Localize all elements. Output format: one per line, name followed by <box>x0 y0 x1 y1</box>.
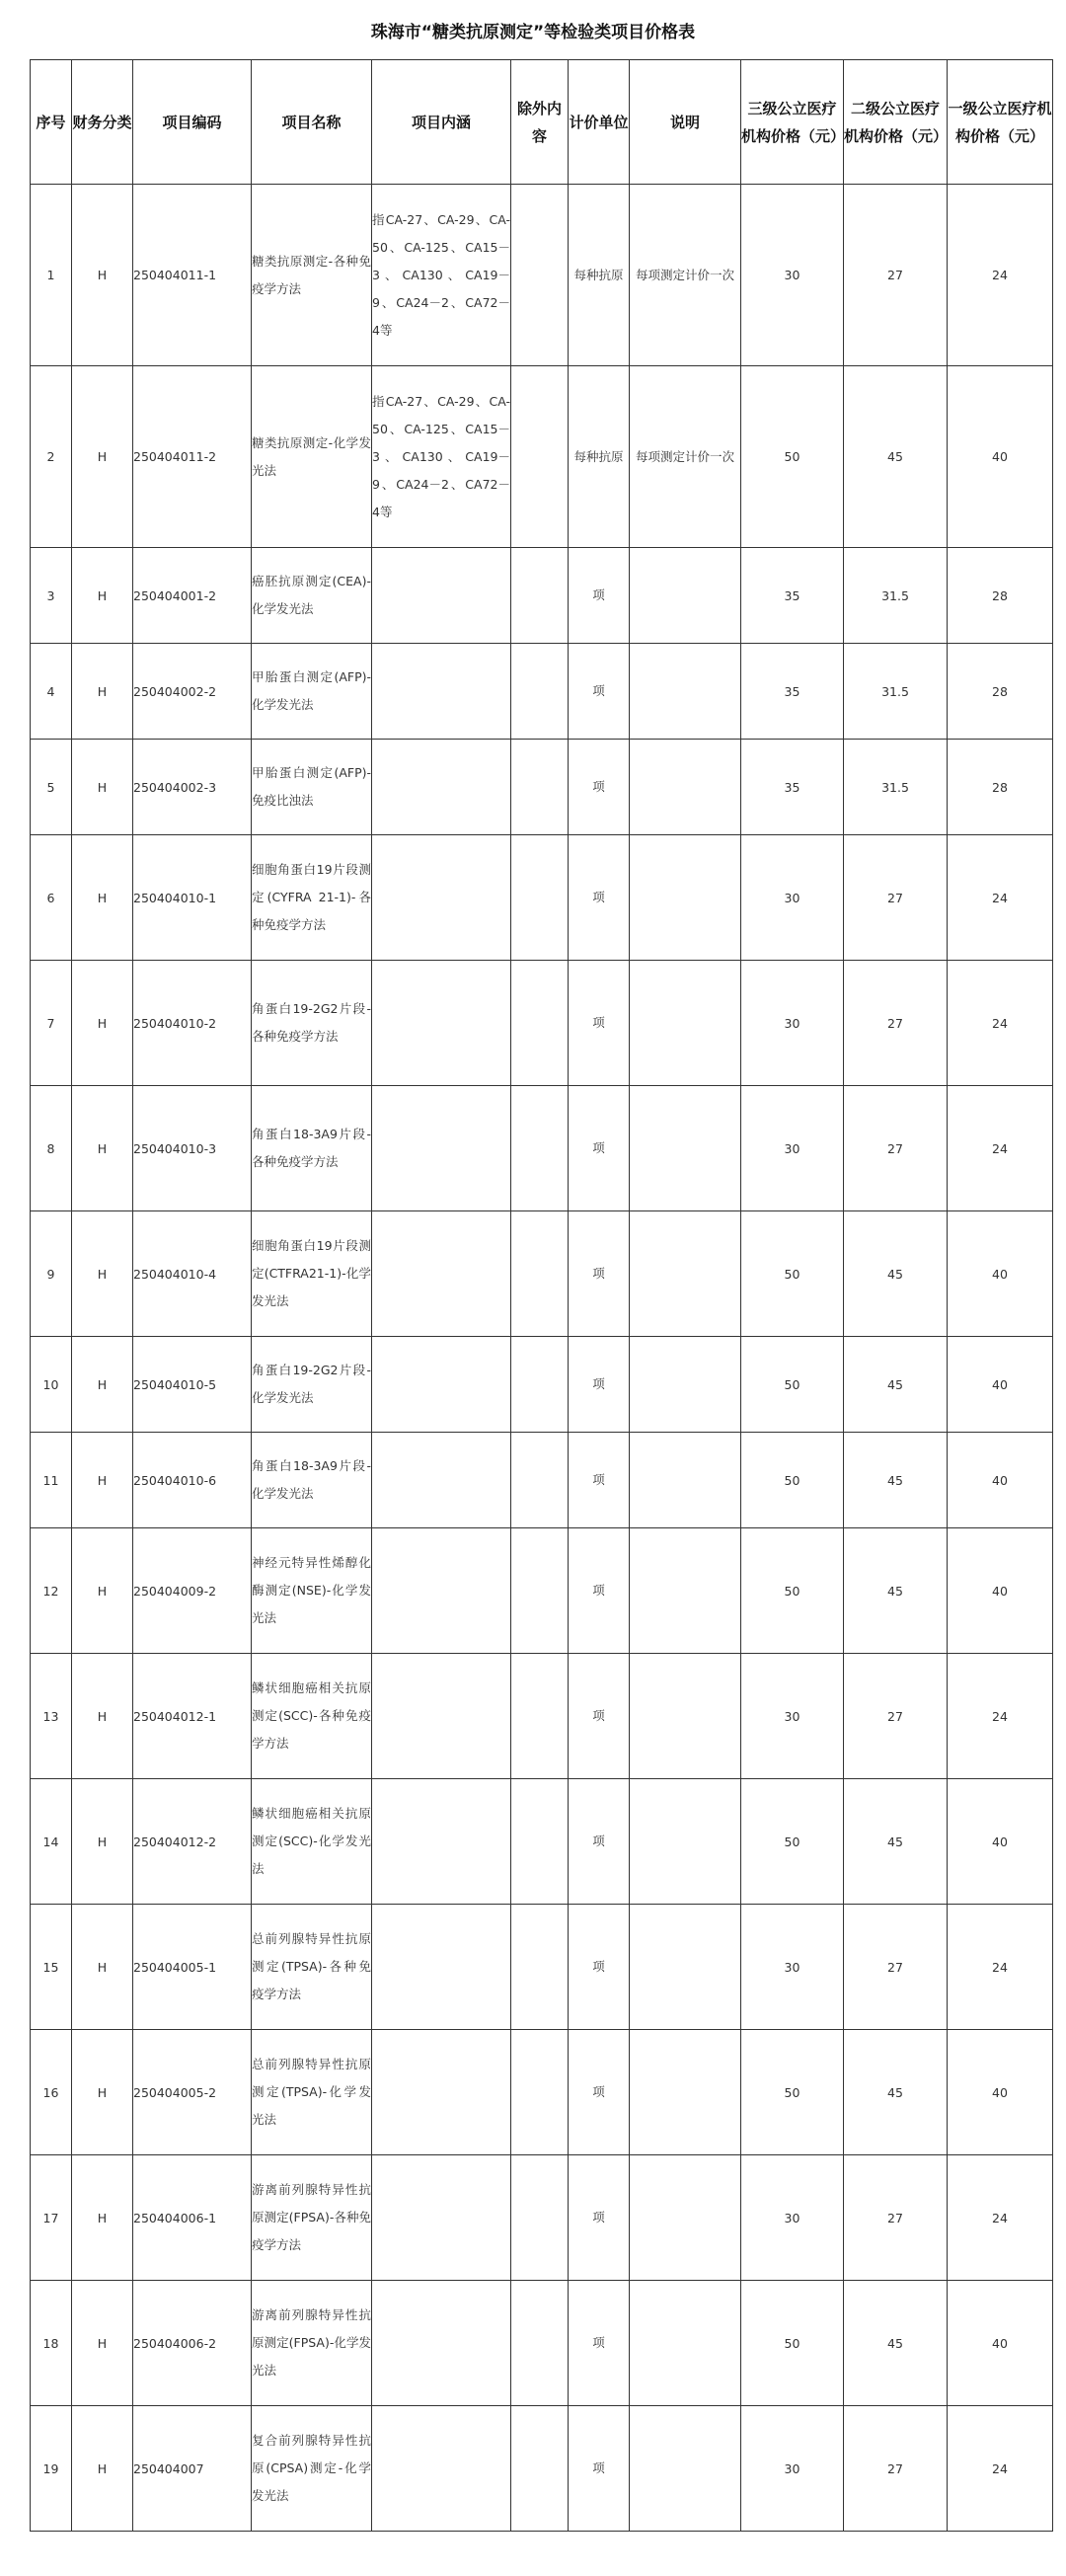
cell-note <box>630 1779 741 1905</box>
cell-content <box>372 1779 511 1905</box>
cell-price-level2: 45 <box>844 1211 948 1337</box>
cell-price-level1: 40 <box>948 2281 1053 2406</box>
cell-no: 1 <box>31 185 72 366</box>
cell-code: 250404006-1 <box>133 2155 252 2281</box>
cell-exclusion <box>511 2155 569 2281</box>
cell-content <box>372 548 511 644</box>
table-row <box>31 1905 1053 2030</box>
cell-unit: 项 <box>569 1211 630 1337</box>
cell-exclusion <box>511 1086 569 1211</box>
cell-code: 250404005-2 <box>133 2030 252 2155</box>
cell-name: 神经元特异性烯醇化酶测定(NSE)-化学发光法 <box>252 1528 372 1654</box>
cell-no: 13 <box>31 1654 72 1779</box>
cell-content <box>372 644 511 740</box>
cell-no: 6 <box>31 835 72 961</box>
cell-name: 游离前列腺特异性抗原测定(FPSA)-化学发光法 <box>252 2281 372 2406</box>
cell-price-level3: 30 <box>741 835 844 961</box>
table-row <box>31 2281 1053 2406</box>
cell-name: 角蛋白18-3A9片段-化学发光法 <box>252 1433 372 1528</box>
cell-code: 250404010-4 <box>133 1211 252 1337</box>
cell-unit: 项 <box>569 1433 630 1528</box>
cell-category: H <box>72 835 133 961</box>
cell-name: 复合前列腺特异性抗原(CPSA)测定-化学发光法 <box>252 2406 372 2532</box>
cell-price-level3: 30 <box>741 961 844 1086</box>
cell-code: 250404010-5 <box>133 1337 252 1433</box>
cell-name: 细胞角蛋白19片段测定(CYFRA 21-1)-各种免疫学方法 <box>252 835 372 961</box>
table-row <box>31 1337 1053 1433</box>
cell-content <box>372 1337 511 1433</box>
cell-unit: 每种抗原 <box>569 185 630 366</box>
cell-note <box>630 1433 741 1528</box>
cell-code: 250404002-2 <box>133 644 252 740</box>
cell-content <box>372 1528 511 1654</box>
cell-price-level3: 35 <box>741 740 844 835</box>
col-header-price-level1: 一级公立医疗机构价格（元） <box>948 60 1053 185</box>
cell-exclusion <box>511 961 569 1086</box>
cell-price-level2: 45 <box>844 2281 948 2406</box>
cell-exclusion <box>511 644 569 740</box>
cell-content <box>372 2406 511 2532</box>
table-row <box>31 2406 1053 2532</box>
cell-unit: 项 <box>569 740 630 835</box>
cell-code: 250404002-3 <box>133 740 252 835</box>
cell-unit: 项 <box>569 1086 630 1211</box>
cell-price-level3: 35 <box>741 644 844 740</box>
table-row <box>31 1211 1053 1337</box>
cell-note <box>630 2281 741 2406</box>
cell-price-level2: 45 <box>844 1433 948 1528</box>
table-row <box>31 961 1053 1086</box>
cell-price-level3: 50 <box>741 2030 844 2155</box>
cell-unit: 项 <box>569 2030 630 2155</box>
cell-category: H <box>72 740 133 835</box>
cell-content <box>372 835 511 961</box>
cell-content <box>372 2281 511 2406</box>
cell-price-level1: 40 <box>948 1337 1053 1433</box>
cell-no: 8 <box>31 1086 72 1211</box>
cell-exclusion <box>511 548 569 644</box>
cell-category: H <box>72 1337 133 1433</box>
cell-code: 250404010-2 <box>133 961 252 1086</box>
col-header-note: 说明 <box>630 60 741 185</box>
page-title: 珠海市“糖类抗原测定”等检验类项目价格表 <box>370 23 696 42</box>
cell-price-level1: 24 <box>948 1905 1053 2030</box>
col-header-exclusion: 除外内容 <box>511 60 569 185</box>
cell-no: 15 <box>31 1905 72 2030</box>
cell-category: H <box>72 961 133 1086</box>
cell-price-level1: 24 <box>948 961 1053 1086</box>
cell-content: 指CA-27、CA-29、CA-50、CA-125、CA15－3、CA130、CA19－9、CA24－2、CA72－4等 <box>372 366 511 548</box>
header-row <box>31 60 1053 185</box>
cell-unit: 项 <box>569 2155 630 2281</box>
cell-unit: 项 <box>569 2406 630 2532</box>
cell-exclusion <box>511 2281 569 2406</box>
col-header-price-level2: 二级公立医疗机构价格（元） <box>844 60 948 185</box>
cell-price-level1: 24 <box>948 2155 1053 2281</box>
cell-content <box>372 1433 511 1528</box>
cell-no: 2 <box>31 366 72 548</box>
table-row <box>31 1086 1053 1211</box>
table-row <box>31 1779 1053 1905</box>
cell-content <box>372 1654 511 1779</box>
cell-unit: 项 <box>569 1779 630 1905</box>
col-header-content: 项目内涵 <box>372 60 511 185</box>
cell-category: H <box>72 1654 133 1779</box>
cell-price-level2: 45 <box>844 1528 948 1654</box>
cell-price-level3: 50 <box>741 366 844 548</box>
cell-price-level1: 40 <box>948 1779 1053 1905</box>
cell-code: 250404010-3 <box>133 1086 252 1211</box>
cell-category: H <box>72 1905 133 2030</box>
cell-price-level2: 27 <box>844 2155 948 2281</box>
cell-price-level1: 40 <box>948 1211 1053 1337</box>
cell-price-level3: 30 <box>741 1905 844 2030</box>
cell-category: H <box>72 1779 133 1905</box>
cell-price-level2: 27 <box>844 1086 948 1211</box>
cell-unit: 项 <box>569 548 630 644</box>
cell-name: 糖类抗原测定-各种免疫学方法 <box>252 185 372 366</box>
cell-content <box>372 2155 511 2281</box>
cell-exclusion <box>511 1433 569 1528</box>
cell-unit: 项 <box>569 1654 630 1779</box>
cell-price-level2: 27 <box>844 185 948 366</box>
cell-exclusion <box>511 740 569 835</box>
cell-name: 鳞状细胞癌相关抗原测定(SCC)-化学发光法 <box>252 1779 372 1905</box>
cell-note <box>630 961 741 1086</box>
cell-price-level2: 27 <box>844 961 948 1086</box>
cell-price-level3: 50 <box>741 1337 844 1433</box>
table-row <box>31 2155 1053 2281</box>
cell-price-level2: 27 <box>844 1905 948 2030</box>
cell-price-level2: 27 <box>844 835 948 961</box>
table-row <box>31 1433 1053 1528</box>
cell-note <box>630 740 741 835</box>
cell-exclusion <box>511 1211 569 1337</box>
cell-price-level3: 30 <box>741 185 844 366</box>
table-row <box>31 1528 1053 1654</box>
cell-name: 细胞角蛋白19片段测定(CTFRA21-1)-化学发光法 <box>252 1211 372 1337</box>
cell-content <box>372 1905 511 2030</box>
table-row <box>31 366 1053 548</box>
cell-category: H <box>72 2030 133 2155</box>
cell-note <box>630 644 741 740</box>
cell-category: H <box>72 1433 133 1528</box>
cell-no: 7 <box>31 961 72 1086</box>
cell-exclusion <box>511 1337 569 1433</box>
cell-price-level2: 27 <box>844 1654 948 1779</box>
cell-note <box>630 1654 741 1779</box>
cell-name: 游离前列腺特异性抗原测定(FPSA)-各种免疫学方法 <box>252 2155 372 2281</box>
cell-name: 总前列腺特异性抗原测定(TPSA)-各种免疫学方法 <box>252 1905 372 2030</box>
cell-no: 11 <box>31 1433 72 1528</box>
cell-exclusion <box>511 185 569 366</box>
cell-content: 指CA-27、CA-29、CA-50、CA-125、CA15－3、CA130、CA19－9、CA24－2、CA72－4等 <box>372 185 511 366</box>
table-row <box>31 1654 1053 1779</box>
cell-price-level3: 50 <box>741 2281 844 2406</box>
cell-no: 3 <box>31 548 72 644</box>
cell-category: H <box>72 1086 133 1211</box>
cell-note <box>630 548 741 644</box>
cell-price-level1: 24 <box>948 1086 1053 1211</box>
cell-unit: 每种抗原 <box>569 366 630 548</box>
cell-code: 250404009-2 <box>133 1528 252 1654</box>
cell-price-level1: 24 <box>948 835 1053 961</box>
cell-unit: 项 <box>569 1337 630 1433</box>
cell-price-level1: 40 <box>948 1433 1053 1528</box>
cell-price-level3: 30 <box>741 2406 844 2532</box>
cell-unit: 项 <box>569 961 630 1086</box>
cell-category: H <box>72 548 133 644</box>
cell-price-level3: 50 <box>741 1433 844 1528</box>
cell-exclusion <box>511 1779 569 1905</box>
cell-note <box>630 1337 741 1433</box>
col-header-price-level3: 三级公立医疗机构价格（元） <box>741 60 844 185</box>
cell-note <box>630 1905 741 2030</box>
cell-category: H <box>72 2406 133 2532</box>
cell-content <box>372 1211 511 1337</box>
col-header-code: 项目编码 <box>133 60 252 185</box>
cell-no: 14 <box>31 1779 72 1905</box>
cell-category: H <box>72 366 133 548</box>
cell-exclusion <box>511 835 569 961</box>
cell-note: 每项测定计价一次 <box>630 366 741 548</box>
cell-content <box>372 961 511 1086</box>
table-row <box>31 835 1053 961</box>
cell-code: 250404007 <box>133 2406 252 2532</box>
cell-unit: 项 <box>569 2281 630 2406</box>
cell-price-level1: 40 <box>948 2030 1053 2155</box>
cell-name: 总前列腺特异性抗原测定(TPSA)-化学发光法 <box>252 2030 372 2155</box>
cell-no: 17 <box>31 2155 72 2281</box>
cell-exclusion <box>511 2030 569 2155</box>
cell-category: H <box>72 2281 133 2406</box>
price-table <box>30 59 1053 2532</box>
cell-price-level3: 30 <box>741 1654 844 1779</box>
cell-no: 12 <box>31 1528 72 1654</box>
cell-category: H <box>72 185 133 366</box>
cell-category: H <box>72 1211 133 1337</box>
cell-exclusion <box>511 1905 569 2030</box>
cell-price-level1: 40 <box>948 1528 1053 1654</box>
cell-name: 癌胚抗原测定(CEA)-化学发光法 <box>252 548 372 644</box>
cell-content <box>372 740 511 835</box>
cell-code: 250404006-2 <box>133 2281 252 2406</box>
cell-code: 250404011-2 <box>133 366 252 548</box>
table-row <box>31 185 1053 366</box>
cell-category: H <box>72 1528 133 1654</box>
cell-price-level2: 45 <box>844 1779 948 1905</box>
cell-name: 甲胎蛋白测定(AFP)-化学发光法 <box>252 644 372 740</box>
cell-price-level3: 30 <box>741 1086 844 1211</box>
cell-no: 5 <box>31 740 72 835</box>
cell-price-level3: 50 <box>741 1211 844 1337</box>
cell-name: 角蛋白19-2G2片段-各种免疫学方法 <box>252 961 372 1086</box>
cell-price-level1: 40 <box>948 366 1053 548</box>
cell-price-level1: 24 <box>948 1654 1053 1779</box>
cell-note <box>630 1211 741 1337</box>
cell-exclusion <box>511 366 569 548</box>
cell-note <box>630 1086 741 1211</box>
cell-code: 250404010-6 <box>133 1433 252 1528</box>
cell-no: 10 <box>31 1337 72 1433</box>
cell-no: 16 <box>31 2030 72 2155</box>
cell-code: 250404012-1 <box>133 1654 252 1779</box>
cell-exclusion <box>511 1528 569 1654</box>
cell-price-level3: 50 <box>741 1528 844 1654</box>
cell-content <box>372 1086 511 1211</box>
cell-no: 19 <box>31 2406 72 2532</box>
cell-unit: 项 <box>569 1905 630 2030</box>
col-header-name: 项目名称 <box>252 60 372 185</box>
cell-price-level2: 31.5 <box>844 548 948 644</box>
cell-price-level2: 27 <box>844 2406 948 2532</box>
table-row <box>31 2030 1053 2155</box>
cell-price-level1: 28 <box>948 644 1053 740</box>
cell-name: 角蛋白18-3A9片段-各种免疫学方法 <box>252 1086 372 1211</box>
cell-price-level1: 28 <box>948 740 1053 835</box>
cell-code: 250404005-1 <box>133 1905 252 2030</box>
cell-code: 250404010-1 <box>133 835 252 961</box>
cell-name: 甲胎蛋白测定(AFP)-免疫比浊法 <box>252 740 372 835</box>
cell-exclusion <box>511 1654 569 1779</box>
cell-note <box>630 2406 741 2532</box>
cell-price-level2: 45 <box>844 2030 948 2155</box>
cell-price-level2: 31.5 <box>844 644 948 740</box>
cell-no: 4 <box>31 644 72 740</box>
cell-price-level2: 45 <box>844 366 948 548</box>
cell-note <box>630 1528 741 1654</box>
cell-name: 角蛋白19-2G2片段-化学发光法 <box>252 1337 372 1433</box>
cell-price-level3: 35 <box>741 548 844 644</box>
table-row <box>31 644 1053 740</box>
cell-no: 18 <box>31 2281 72 2406</box>
cell-content <box>372 2030 511 2155</box>
cell-price-level2: 45 <box>844 1337 948 1433</box>
cell-note <box>630 2030 741 2155</box>
col-header-unit: 计价单位 <box>569 60 630 185</box>
cell-code: 250404011-1 <box>133 185 252 366</box>
cell-category: H <box>72 644 133 740</box>
cell-price-level1: 24 <box>948 185 1053 366</box>
table-row <box>31 548 1053 644</box>
col-header-category: 财务分类 <box>72 60 133 185</box>
cell-price-level1: 24 <box>948 2406 1053 2532</box>
cell-unit: 项 <box>569 835 630 961</box>
cell-price-level2: 31.5 <box>844 740 948 835</box>
cell-note <box>630 835 741 961</box>
col-header-no: 序号 <box>31 60 72 185</box>
cell-price-level3: 30 <box>741 2155 844 2281</box>
cell-category: H <box>72 2155 133 2281</box>
cell-unit: 项 <box>569 644 630 740</box>
cell-exclusion <box>511 2406 569 2532</box>
cell-note <box>630 2155 741 2281</box>
cell-no: 9 <box>31 1211 72 1337</box>
cell-code: 250404001-2 <box>133 548 252 644</box>
cell-name: 鳞状细胞癌相关抗原测定(SCC)-各种免疫学方法 <box>252 1654 372 1779</box>
cell-code: 250404012-2 <box>133 1779 252 1905</box>
cell-price-level3: 50 <box>741 1779 844 1905</box>
cell-price-level1: 28 <box>948 548 1053 644</box>
cell-name: 糖类抗原测定-化学发光法 <box>252 366 372 548</box>
cell-unit: 项 <box>569 1528 630 1654</box>
table-body <box>31 185 1053 2532</box>
table-row <box>31 740 1053 835</box>
cell-note: 每项测定计价一次 <box>630 185 741 366</box>
